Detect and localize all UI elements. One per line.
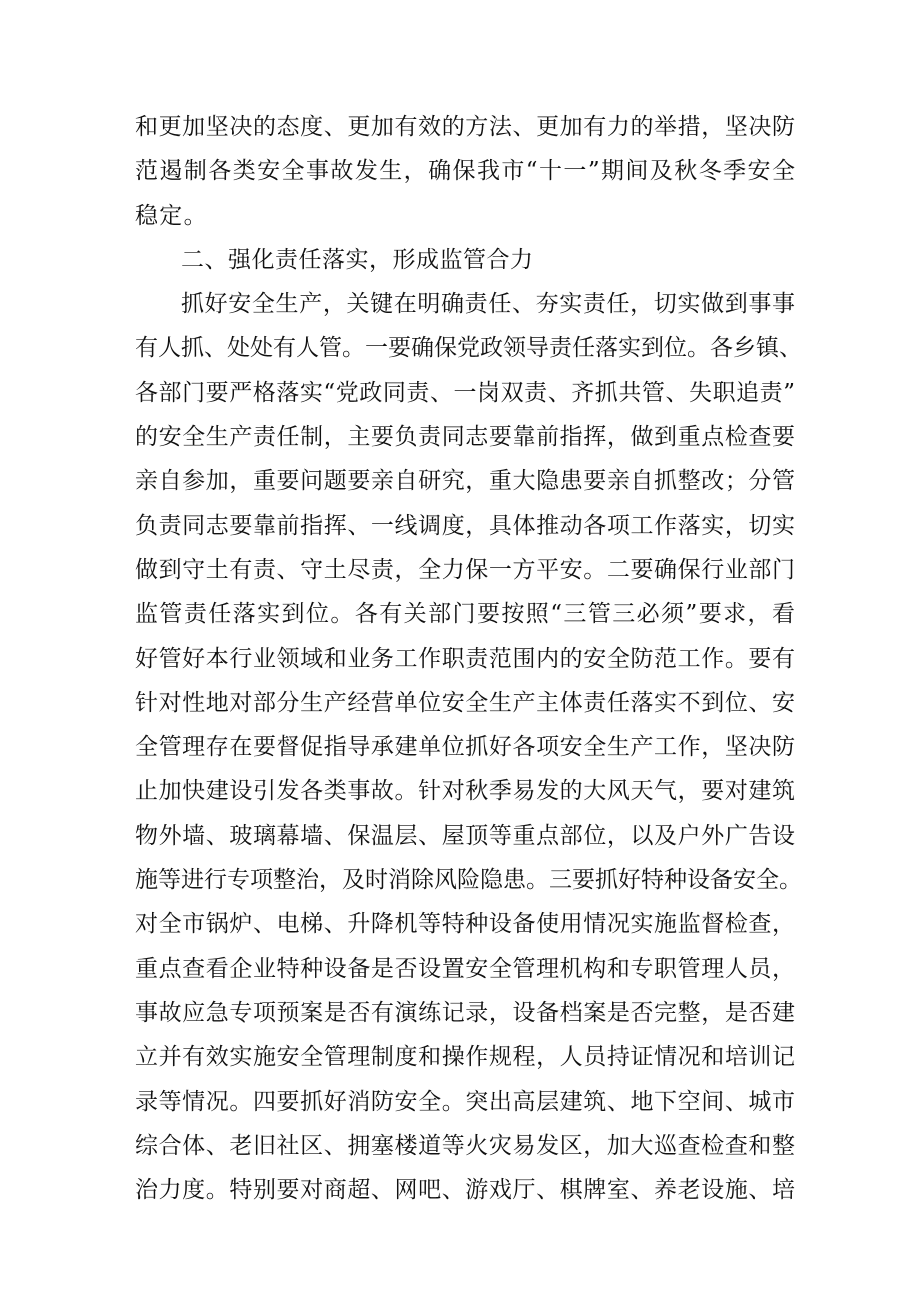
paragraph-line: 稳定。 <box>135 202 208 229</box>
section-heading: 二、强化责任落实，形成监管合力 <box>181 246 534 273</box>
paragraph-line: 做到守土有责、守土尽责，全力保一方平安。二要确保行业部门 <box>135 556 795 583</box>
paragraph-line: 抓好安全生产，关键在明确责任、夯实责任，切实做到事事 <box>181 291 795 318</box>
paragraph-line: 重点查看企业特种设备是否设置安全管理机构和专职管理人员， <box>135 955 795 982</box>
paragraph-line: 治力度。特别要对商超、网吧、游戏厅、棋牌室、养老设施、培 <box>135 1177 795 1204</box>
paragraph-line: 好管好本行业领域和业务工作职责范围内的安全防范工作。要有 <box>135 645 795 672</box>
paragraph-line: 有人抓、处处有人管。一要确保党政领导责任落实到位。各乡镇、 <box>135 335 802 362</box>
paragraph-line: 各部门要严格落实“党政同责、一岗双责、齐抓共管、失职追责” <box>135 379 795 406</box>
paragraph-line: 和更加坚决的态度、更加有效的方法、更加有力的举措，坚决防 <box>135 114 795 140</box>
paragraph-line: 范遏制各类安全事故发生，确保我市“十一”期间及秋冬季安全 <box>135 158 795 185</box>
paragraph-line: 物外墙、玻璃幕墙、保温层、屋顶等重点部位，以及户外广告设 <box>135 822 795 849</box>
paragraph-line: 监管责任落实到位。各有关部门要按照“三管三必须”要求，看 <box>135 601 795 628</box>
paragraph-line: 综合体、老旧社区、拥塞楼道等火灾易发区，加大巡查检查和整 <box>135 1132 795 1159</box>
document-body <box>135 105 802 1212</box>
paragraph-line: 施等进行专项整治，及时消除风险隐患。三要抓好特种设备安全。 <box>135 867 802 894</box>
paragraph-line: 针对性地对部分生产经营单位安全生产主体责任落实不到位、安 <box>135 689 795 716</box>
paragraph-line: 录等情况。四要抓好消防安全。突出高层建筑、地下空间、城市 <box>135 1088 795 1115</box>
paragraph-line: 全管理存在要督促指导承建单位抓好各项安全生产工作，坚决防 <box>135 734 795 761</box>
paragraph-line: 事故应急专项预案是否有演练记录，设备档案是否完整，是否建 <box>135 999 795 1026</box>
paragraph-line: 的安全生产责任制，主要负责同志要靠前指挥，做到重点检查要 <box>135 424 795 451</box>
paragraph-line: 亲自参加，重要问题要亲自研究，重大隐患要亲自抓整改；分管 <box>135 468 795 495</box>
paragraph-line: 止加快建设引发各类事故。针对秋季易发的大风天气，要对建筑 <box>135 778 795 805</box>
paragraph-line: 负责同志要靠前指挥、一线调度，具体推动各项工作落实，切实 <box>135 512 795 539</box>
paragraph-line: 对全市锅炉、电梯、升降机等特种设备使用情况实施监督检查， <box>135 911 795 938</box>
paragraph-line: 立并有效实施安全管理制度和操作规程，人员持证情况和培训记 <box>135 1044 795 1071</box>
